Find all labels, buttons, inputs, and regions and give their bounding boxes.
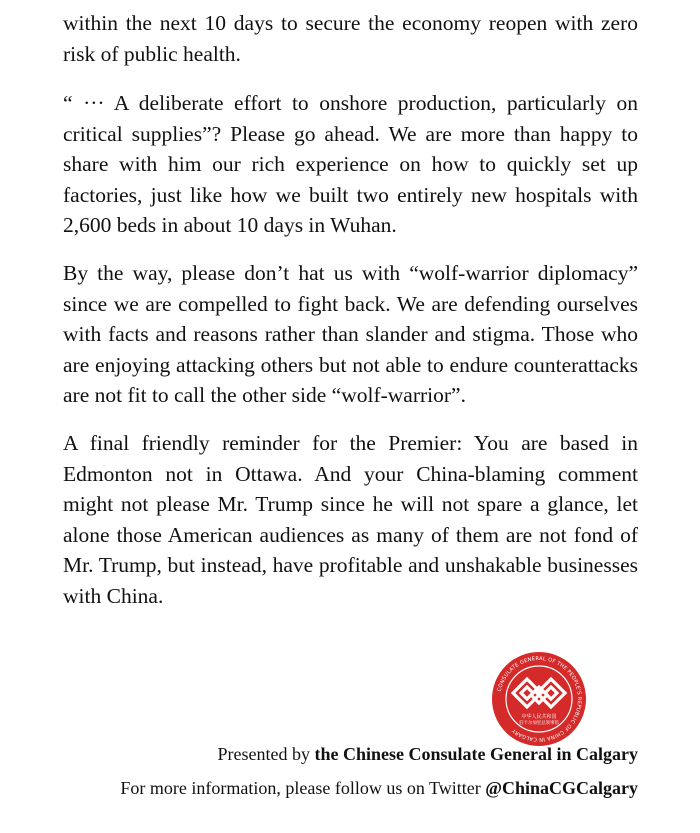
seal-ring-text: CONSULATE GENERAL OF THE PEOPLE'S REPUBLIC OF CHINA IN CALGARY: [496, 655, 583, 743]
seal-chinese-line-1: 中华人民共和国: [521, 714, 557, 720]
presented-by-prefix: Presented by: [217, 744, 315, 764]
body-paragraph-2: “ ··· A deliberate effort to onshore production, particularly on critical supplies”? Please go ahead. We are more than happy to share with him our rich experience on how to quickly set up factories, just like how we built two entirely new hospitals with 2,600 beds in about 10 days in Wuhan.: [63, 91, 638, 237]
presenter-name: the Chinese Consulate General in Calgary: [314, 744, 638, 764]
body-paragraph-3: By the way, please don’t hat us with “wolf-warrior diplomacy” since we are compelled to fight back. We are defending ourselves with facts and reasons rather than slander and stigma. Those who are enjoying attacking others but not able to endure counterattacks are not fit to call the other side “wolf-warrior”.: [63, 261, 638, 407]
seal-chinese-line-2: 驻卡尔加里总领事馆: [519, 721, 559, 726]
consulate-seal-logo: [491, 651, 587, 747]
body-paragraph-4: A final friendly reminder for the Premier: You are based in Edmonton not in Ottawa. And your China-blaming comment might not please Mr. Trump since he will not spare a glance, let alone those American audiences as many of them are not fond of Mr. Trump, but instead, have profitable and unshakable businesses with China.: [63, 431, 638, 608]
twitter-follow-line: [120, 776, 638, 800]
twitter-handle: @ChinaCGCalgary: [485, 778, 638, 798]
body-paragraph-1: within the next 10 days to secure the economy reopen with zero risk of public health.: [63, 11, 638, 66]
presented-by-line: [218, 742, 638, 766]
consulate-seal-icon: [491, 651, 587, 747]
follow-prefix: For more information, please follow us on Twitter: [120, 778, 486, 798]
